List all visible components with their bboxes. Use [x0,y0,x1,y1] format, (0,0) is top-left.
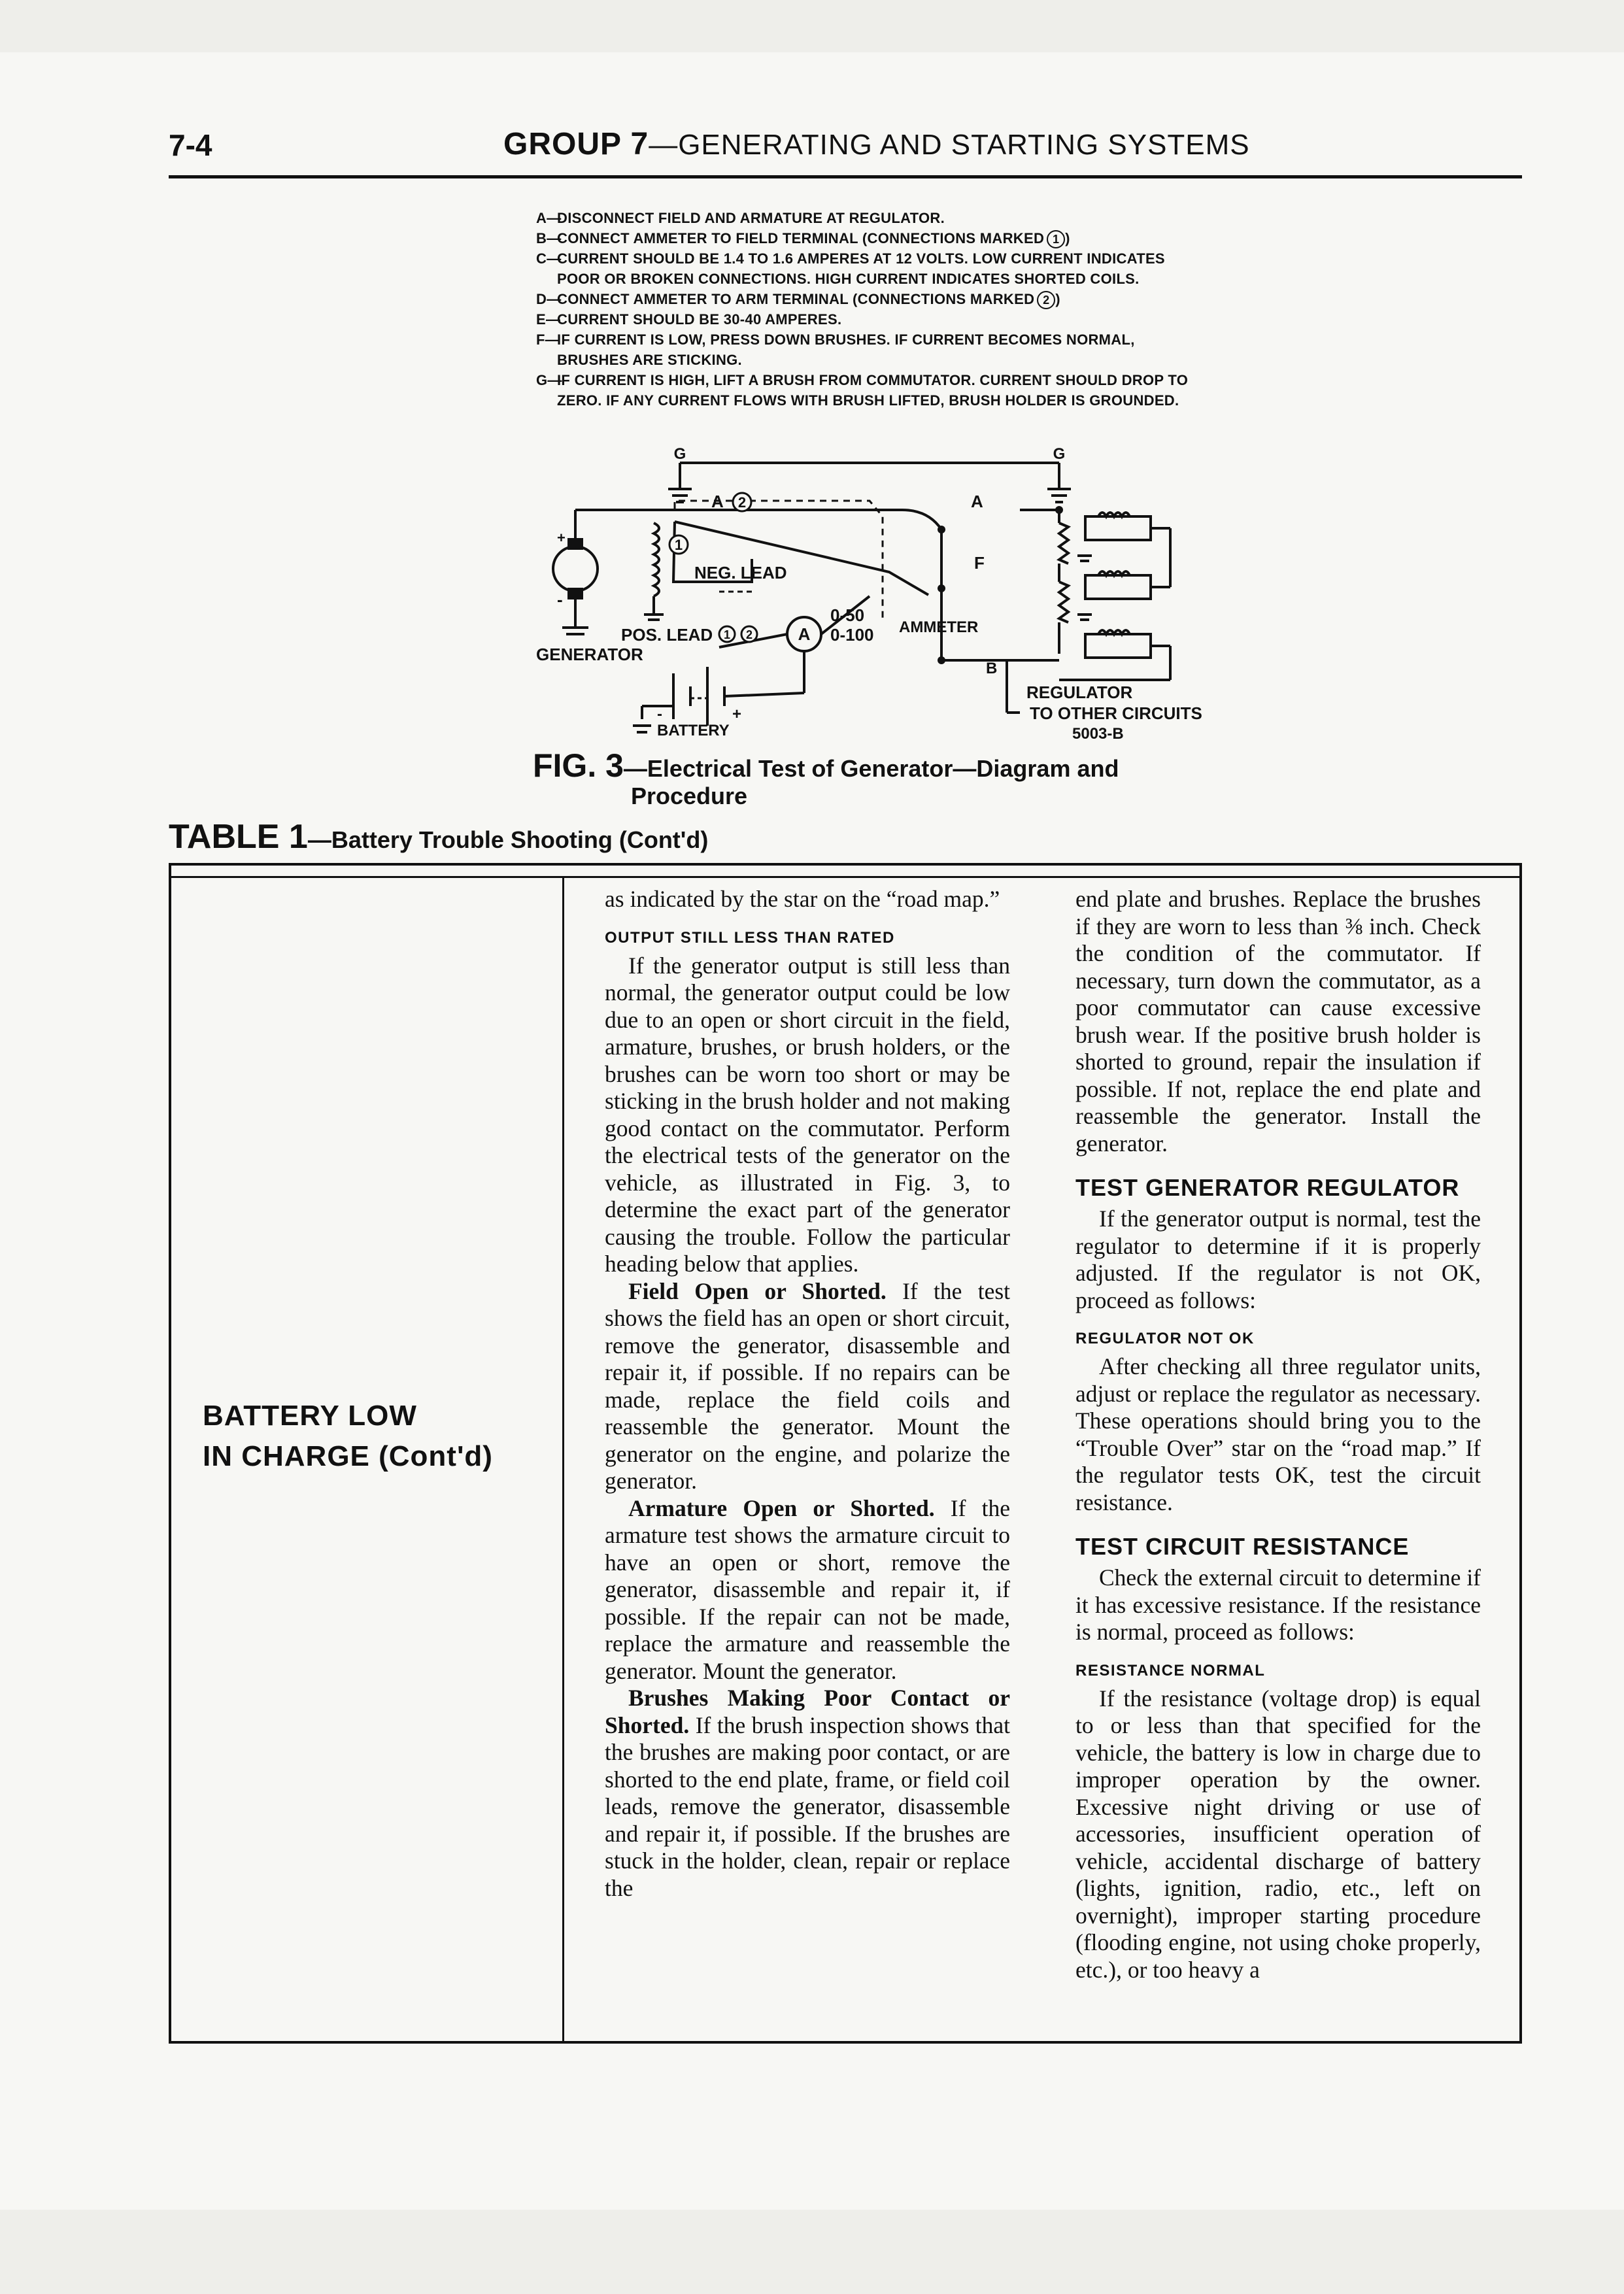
label-ammeter: AMMETER [899,618,979,636]
paragraph-text: If the brush inspection shows that the brushes are making poor contact, or are shorted to the end plate, frame, or field coil leads, remove the generator, disassemble and repair it, if possible. If the brushes are stuck in the holder, clean, repair or replace the [605,1712,1010,1901]
paragraph: If the generator output is normal, test the regulator to determine if it is properly adjusted. If the regulator is not OK, proceed as follows: [1075,1206,1481,1313]
regulator-unit-2 [1085,575,1151,599]
step-text: DISCONNECT FIELD AND ARMATURE AT REGULATOR. [557,210,945,226]
label-battery-plus: + [732,705,742,723]
figure-caption [533,747,1219,810]
subheading-resistance-normal: RESISTANCE NORMAL [1075,1661,1266,1679]
label-generator: GENERATOR [536,645,643,664]
paragraph-field-open [605,1278,1010,1495]
figure-step-f [536,329,1190,370]
step-text: CURRENT SHOULD BE 1.4 TO 1.6 AMPERES AT 12 VOLTS. LOW CURRENT INDICATES POOR OR BROKEN CONNECTIONS. HIGH CURRENT INDICATES SHORTED COILS. [557,250,1165,287]
regulator-resistor-1 [1059,523,1068,564]
table-label: TABLE 1 [169,818,308,856]
connection-marker-2: 2 [1037,291,1055,309]
label-g-right: G [1053,445,1066,463]
group-heading [503,126,1250,162]
label-range-low: 0-50 [830,605,865,625]
field-coil [654,523,659,596]
scan-margin-top [0,0,1624,52]
step-letter: F— [536,331,560,348]
text-column-2 [1075,886,1481,1983]
paragraph: as indicated by the star on the “road map.” [605,886,1000,912]
diagram-marker-1: 1 [674,537,683,553]
step-letter: E— [536,311,561,328]
paragraph: After checking all three regulator units, adjust or replace the regulator as necessary. These operations should bring you to the “Trouble Over” star on the “road map.” If the regulator tests OK, test the circuit resistance. [1075,1353,1481,1515]
scan-margin-bottom [0,2210,1624,2294]
figure-label: FIG. 3 [533,747,624,784]
label-neg-lead: NEG. LEAD [694,563,787,582]
condition-label-line1: BATTERY LOW [203,1400,417,1432]
figure-step-d [536,289,1190,309]
condition-label [203,1396,569,1477]
label-figure-code: 5003-B [1072,725,1124,743]
step-text-end: ) [1065,230,1070,246]
step-text: IF CURRENT IS LOW, PRESS DOWN BRUSHES. IF CURRENT BECOMES NORMAL, BRUSHES ARE STICKING. [557,331,1135,368]
label-ammeter-symbol: A [798,624,811,644]
step-text: CURRENT SHOULD BE 30-40 AMPERES. [557,311,842,328]
header-rule [169,175,1522,178]
step-letter: G— [536,372,562,388]
generator-symbol [553,547,598,591]
label-battery-minus: - [657,705,662,723]
runin-heading: Brushes Making Poor Contact or Shorted. [605,1685,1010,1738]
paragraph: If the resistance (voltage drop) is equal to or less than that specified for the vehicle, the battery is low in charge due to improper operation by the owner. Excessive night driving or use of accessories, insufficient operation of vehicle, accidental discharge of battery (lights, ignition, radio, etc., left on overnight), improper starting procedure (flooding engine, not using choke properly, etc.), or too heavy a [1075,1685,1481,1983]
pos-lead-marker-1: 1 [723,628,731,641]
step-text: IF CURRENT IS HIGH, LIFT A BRUSH FROM COMMUTATOR. CURRENT SHOULD DROP TO ZERO. IF ANY CURRENT FLOWS WITH BRUSH LIFTED, BRUSH HOLDER IS GROUNDED. [557,372,1189,409]
table-top-rule [171,876,1519,878]
label-battery: BATTERY [657,722,730,739]
table-title [169,817,708,856]
paragraph-text: If the test shows the field has an open or short circuit, remove the generator, disassemble and repair it, if possible. If no repairs can be made, replace the field coils and reassemble the generator. Mount the generator on the engine, and polarize the generator. [605,1277,1011,1494]
figure-step-a [536,208,1190,228]
dashed-lead [675,501,883,621]
regulator-unit-3 [1085,634,1151,658]
paragraph-text: If the armature test shows the armature circuit to have an open or short, remove the generator, disassemble and repair it, if possible. If the repair can not be made, replace the armature and reassemble the generator. Mount the generator. [605,1494,1010,1684]
label-to-other-circuits: TO OTHER CIRCUITS [1030,703,1202,723]
regulator-resistor-2 [1059,582,1068,622]
step-text-end: ) [1055,291,1060,307]
group-label: GROUP 7 [503,127,649,161]
connection-marker-1: 1 [1047,230,1065,248]
label-a-right: A [971,492,983,511]
heading-test-circuit-resistance: TEST CIRCUIT RESISTANCE [1075,1533,1410,1560]
figure-step-g [536,370,1190,411]
runin-heading: Field Open or Shorted. [628,1277,887,1304]
table-title-text: —Battery Trouble Shooting (Cont'd) [307,826,709,853]
condition-label-line2: IN CHARGE (Cont'd) [203,1440,493,1472]
group-subtitle: —GENERATING AND STARTING SYSTEMS [649,129,1250,161]
label-pos-lead: POS. LEAD [621,625,713,645]
label-f-terminal: F [974,553,985,573]
step-text: CONNECT AMMETER TO ARM TERMINAL (CONNECTIONS MARKED [557,291,1035,307]
step-letter: A— [536,210,562,226]
regulator-unit-1 [1085,516,1151,540]
figure-step-c [536,248,1190,289]
paragraph-brushes [605,1685,1010,1902]
figure-caption-line1: —Electrical Test of Generator—Diagram and [623,755,1119,782]
paragraph: end plate and brushes. Replace the brushes if they are worn to less than ⅜ inch. Check the condition of the commutator. If necessary, turn down the commutator, as a poor commutator can cause excessive brush wear. If the positive brush holder is shorted to ground, repair the insulation if possible. If not, replace the end plate and reassemble the generator. Install the generator. [1075,886,1481,1156]
heading-test-generator-regulator: TEST GENERATOR REGULATOR [1075,1174,1460,1201]
text-column-1 [605,886,1010,1902]
paragraph-armature-open [605,1495,1010,1685]
figure-step-b [536,228,1190,248]
step-letter: B— [536,230,562,246]
step-letter: C— [536,250,562,267]
label-regulator: REGULATOR [1026,683,1133,702]
label-a-left: A [711,492,724,511]
label-g-left: G [673,445,686,463]
paragraph: Check the external circuit to determine if it has excessive resistance. If the resistance is normal, proceed as follows: [1075,1564,1481,1645]
pos-lead-marker-2: 2 [745,628,753,641]
figure-step-e [536,309,1190,329]
diagram-marker-2: 2 [737,494,747,511]
figure-caption-line2: Procedure [631,783,748,809]
figure-steps [536,208,1190,411]
label-range-high: 0-100 [830,625,874,645]
subheading-regulator-not-ok: REGULATOR NOT OK [1075,1330,1255,1347]
step-text: CONNECT AMMETER TO FIELD TERMINAL (CONNECTIONS MARKED [557,230,1045,246]
step-letter: D— [536,291,562,307]
runin-heading: Armature Open or Shorted. [628,1494,935,1521]
label-minus: - [557,590,563,609]
paragraph: If the generator output is still less than normal, the generator output could be low due to an open or short circuit in the field, armature, brushes, or brush holders, or the brushes can be worn too short or may be sticking in the brush holder and not making good contact on the commutator. Perform the electrical tests of the generator on the vehicle, as illustrated in Fig. 3, to determine the exact part of the generator causing the trouble. Follow the particular heading below that applies. [605,952,1010,1277]
label-plus: + [557,530,566,546]
label-b-terminal: B [986,660,998,677]
page-number: 7-4 [169,128,212,162]
generator-test-diagram [523,445,1216,752]
subheading-output-still-less: OUTPUT STILL LESS THAN RATED [605,928,895,947]
